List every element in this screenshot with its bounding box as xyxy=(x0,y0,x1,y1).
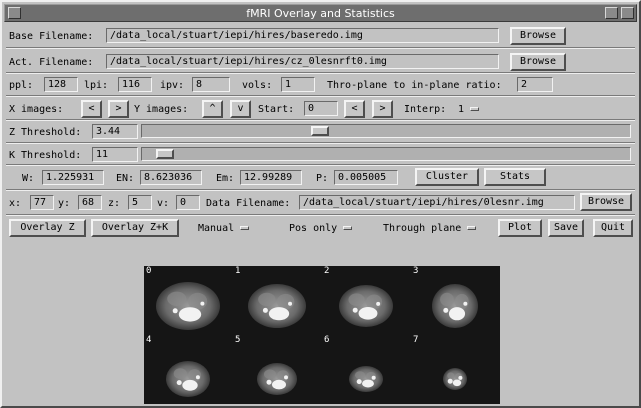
pos-option-menu[interactable] xyxy=(289,223,352,234)
separator xyxy=(6,142,635,144)
y-images-up-button[interactable]: ^ xyxy=(202,100,223,118)
slice-index-label: 2 xyxy=(324,266,330,276)
k-threshold-input[interactable]: 11 xyxy=(92,147,138,162)
plane-option-menu[interactable] xyxy=(383,223,476,234)
start-left-button[interactable]: < xyxy=(344,100,365,118)
slice-tile[interactable] xyxy=(233,266,322,335)
option-menu-icon xyxy=(467,226,476,230)
slice-index-label: 5 xyxy=(235,335,241,345)
lpi-label: lpi: xyxy=(84,80,109,91)
save-button[interactable]: Save xyxy=(548,219,584,237)
y-coord-label: y: xyxy=(58,198,71,209)
slice-index-label: 4 xyxy=(146,335,152,345)
brain-slice-image xyxy=(411,335,500,404)
brain-slice-image xyxy=(144,266,233,335)
cluster-button[interactable]: Cluster xyxy=(415,168,479,186)
base-filename-label: Base Filename: xyxy=(9,31,94,42)
lpi-input[interactable]: 116 xyxy=(118,77,152,92)
option-menu-icon xyxy=(343,226,352,230)
stats-button[interactable]: Stats xyxy=(484,168,546,186)
em-label: Em: xyxy=(216,173,235,184)
interp-label: Interp: xyxy=(404,104,447,115)
base-filename-input[interactable]: /data_local/stuart/iepi/hires/baseredo.img xyxy=(106,28,499,43)
brain-slice-image xyxy=(411,266,500,335)
act-filename-label: Act. Filename: xyxy=(9,57,94,68)
window-title: fMRI Overlay and Statistics xyxy=(246,7,395,20)
x-images-right-button[interactable]: > xyxy=(108,100,129,118)
en-value[interactable]: 8.623036 xyxy=(140,170,202,185)
ipv-input[interactable]: 8 xyxy=(192,77,230,92)
start-label: Start: xyxy=(258,104,295,115)
separator xyxy=(6,72,635,74)
slice-index-label: 6 xyxy=(324,335,330,345)
x-coord-label: x: xyxy=(9,198,22,209)
slice-tile[interactable] xyxy=(144,266,233,335)
slice-index-label: 1 xyxy=(235,266,241,276)
y-images-down-button[interactable]: v xyxy=(230,100,251,118)
overlay-z-button[interactable]: Overlay Z xyxy=(9,219,86,237)
separator xyxy=(6,95,635,97)
brain-slice-image xyxy=(144,335,233,404)
x-images-label: X images: xyxy=(9,104,64,115)
mode-value: Manual xyxy=(198,223,235,234)
k-threshold-slider-thumb[interactable] xyxy=(156,149,174,159)
separator xyxy=(6,214,635,216)
slice-index-label: 0 xyxy=(146,266,152,276)
data-filename-input[interactable]: /data_local/stuart/iepi/hires/0lesnr.img xyxy=(299,195,575,210)
ratio-input[interactable]: 2 xyxy=(517,77,553,92)
z-threshold-label: Z Threshold: xyxy=(9,127,82,138)
brain-slice-image xyxy=(322,266,411,335)
y-coord-input[interactable]: 68 xyxy=(78,195,102,210)
slice-tile[interactable] xyxy=(322,266,411,335)
z-coord-label: z: xyxy=(108,198,121,209)
p-label: P: xyxy=(316,173,329,184)
option-menu-icon xyxy=(240,226,249,230)
slice-tile[interactable] xyxy=(322,335,411,404)
z-coord-input[interactable]: 5 xyxy=(128,195,152,210)
ipv-label: ipv: xyxy=(160,80,185,91)
ratio-label: Thro-plane to in-plane ratio: xyxy=(327,80,502,91)
y-images-label: Y images: xyxy=(134,104,189,115)
x-images-left-button[interactable]: < xyxy=(81,100,102,118)
start-input[interactable]: 0 xyxy=(304,101,338,116)
quit-button[interactable]: Quit xyxy=(593,219,633,237)
minimize-icon[interactable] xyxy=(605,7,618,19)
slice-index-label: 7 xyxy=(413,335,419,345)
w-label: W: xyxy=(22,173,35,184)
vols-label: vols: xyxy=(242,80,273,91)
separator xyxy=(6,119,635,121)
plane-value: Through plane xyxy=(383,223,462,234)
slice-viewer[interactable] xyxy=(144,266,500,404)
k-threshold-slider[interactable] xyxy=(141,147,631,161)
brain-slice-image xyxy=(322,335,411,404)
act-browse-button[interactable]: Browse xyxy=(510,53,566,71)
base-browse-button[interactable]: Browse xyxy=(510,27,566,45)
title-bar[interactable] xyxy=(4,4,637,22)
slice-tile[interactable] xyxy=(411,335,500,404)
plot-button[interactable]: Plot xyxy=(498,219,542,237)
data-browse-button[interactable]: Browse xyxy=(580,193,632,211)
z-threshold-input[interactable]: 3.44 xyxy=(92,124,138,139)
pos-value: Pos only xyxy=(289,223,338,234)
slice-tile[interactable] xyxy=(411,266,500,335)
k-threshold-label: K Threshold: xyxy=(9,150,82,161)
ppl-label: ppl: xyxy=(9,80,34,91)
start-right-button[interactable]: > xyxy=(372,100,393,118)
maximize-icon[interactable] xyxy=(621,7,634,19)
slice-tile[interactable] xyxy=(144,335,233,404)
x-coord-input[interactable]: 77 xyxy=(30,195,54,210)
em-value[interactable]: 12.99289 xyxy=(240,170,302,185)
separator xyxy=(6,47,635,49)
interp-value: 1 xyxy=(458,104,465,115)
overlay-zk-button[interactable]: Overlay Z+K xyxy=(91,219,179,237)
interp-option-menu[interactable] xyxy=(458,104,479,115)
option-menu-icon xyxy=(470,107,479,111)
act-filename-input[interactable]: /data_local/stuart/iepi/hires/cz_0lesnrft0.img xyxy=(106,54,499,69)
z-threshold-slider-thumb[interactable] xyxy=(311,126,329,136)
slice-tile[interactable] xyxy=(233,335,322,404)
data-filename-label: Data Filename: xyxy=(206,198,291,209)
brain-slice-image xyxy=(233,335,322,404)
slice-index-label: 3 xyxy=(413,266,419,276)
brain-slice-image xyxy=(233,266,322,335)
v-coord-input[interactable]: 0 xyxy=(176,195,200,210)
z-threshold-slider[interactable] xyxy=(141,124,631,138)
en-label: EN: xyxy=(116,173,135,184)
separator xyxy=(6,189,635,191)
w-value[interactable]: 1.225931 xyxy=(42,170,104,185)
vols-input[interactable]: 1 xyxy=(281,77,315,92)
mode-option-menu[interactable] xyxy=(198,223,249,234)
separator xyxy=(6,164,635,166)
p-value[interactable]: 0.005005 xyxy=(334,170,398,185)
ppl-input[interactable]: 128 xyxy=(44,77,78,92)
v-coord-label: v: xyxy=(157,198,170,209)
